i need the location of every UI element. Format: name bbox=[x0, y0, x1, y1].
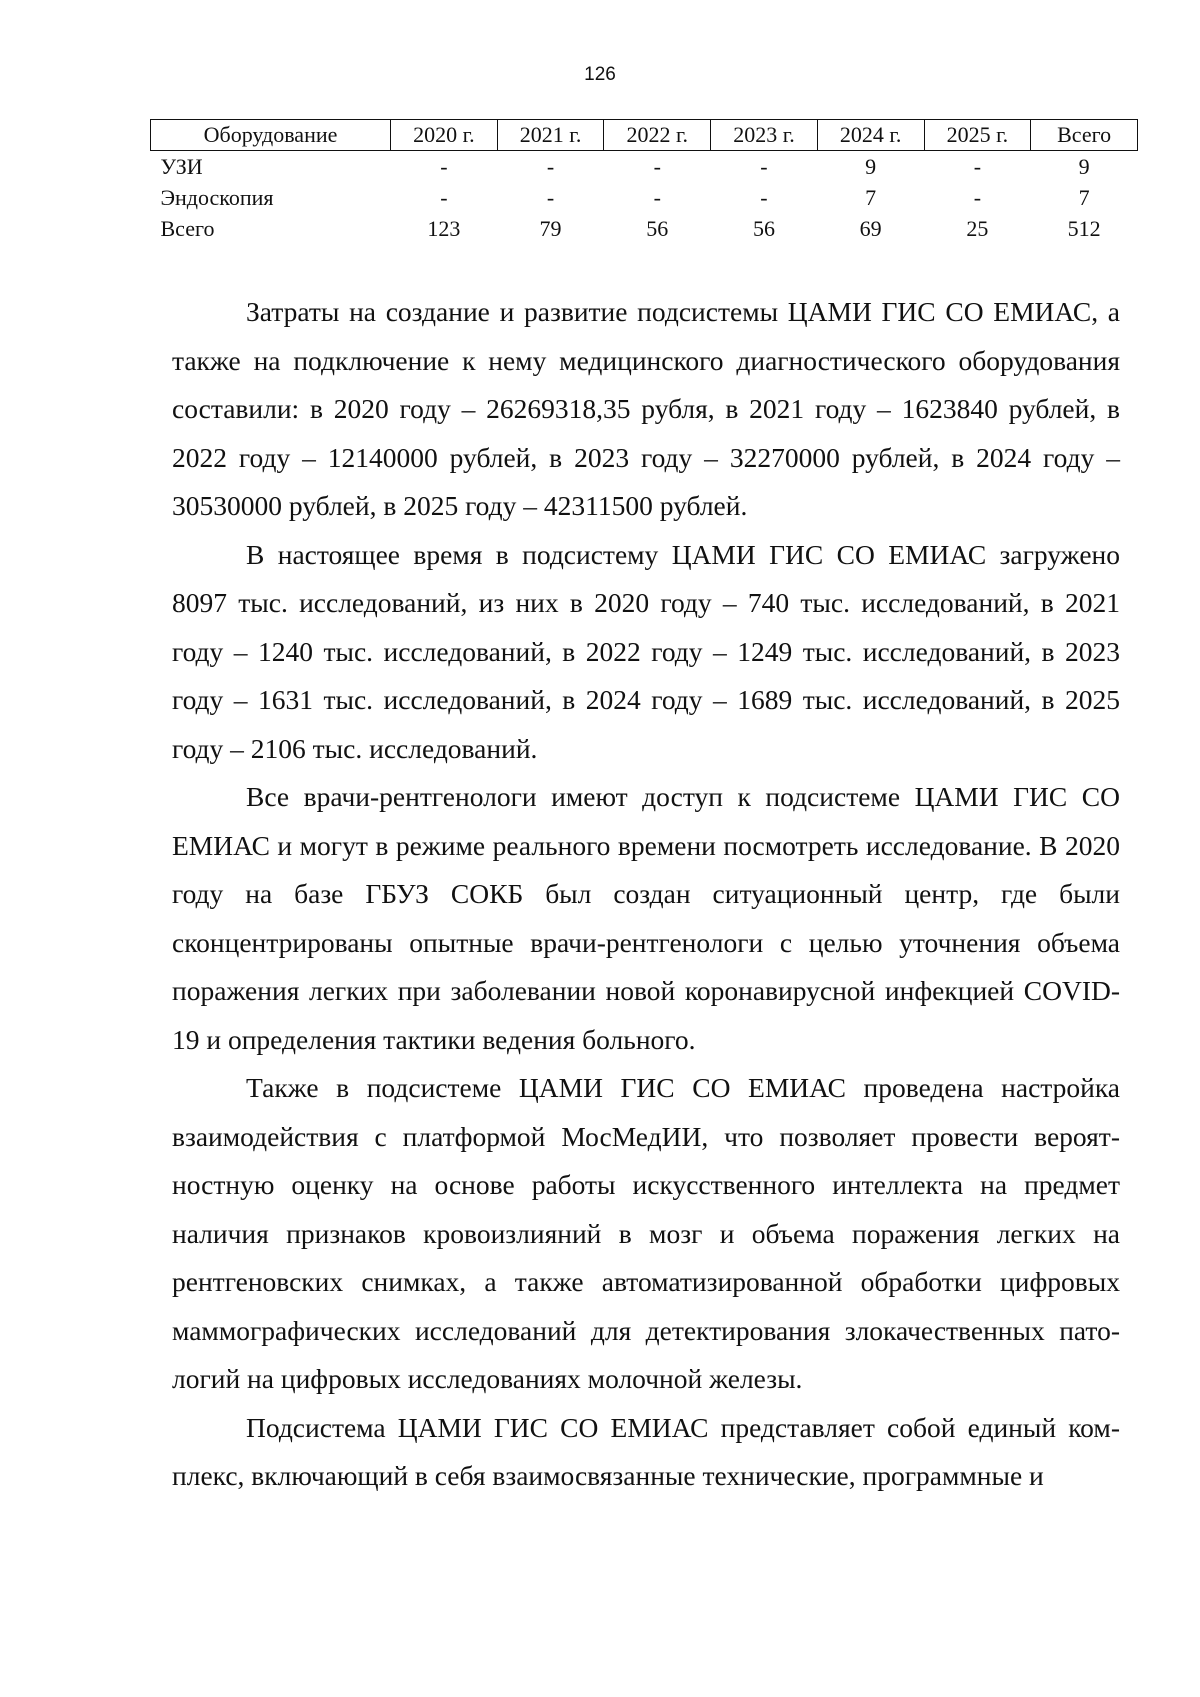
table-cell: 9 bbox=[865, 153, 877, 179]
table-cell: - bbox=[760, 153, 768, 179]
table-cell: - bbox=[546, 153, 555, 179]
table-row-total bbox=[151, 213, 1138, 244]
table-cell: 123 bbox=[427, 215, 461, 241]
table-cell: 512 bbox=[1067, 215, 1101, 241]
table-cell: 7 bbox=[1078, 184, 1090, 210]
page-number: 126 bbox=[584, 64, 616, 85]
table-row bbox=[151, 182, 1138, 213]
table-cell: Всего bbox=[160, 215, 215, 241]
table-cell: - bbox=[653, 184, 661, 210]
column-header-2025: 2025 г. bbox=[924, 120, 1031, 151]
table-cell: - bbox=[440, 184, 448, 210]
table-header-row bbox=[151, 120, 1138, 151]
table-cell: - bbox=[546, 184, 555, 210]
paragraph-ai-platform: Также в подсистеме ЦАМИ ГИС СО ЕМИАС проведена настройка взаимодействия с платформой МосМедИИ, что позволяет провести вероятностную оценку на основе работы искусственного интеллекта на предмет наличия признаков кровоизлияний в мозг и объема поражения легких на рентгеновских снимках, а также автоматизированной обработки цифровых маммографических исследований для детектирования злокачественных патологий на цифровых исследованиях молочной железы. bbox=[172, 1072, 1120, 1394]
paragraph-radiologists-access: Все врачи-рентгенологи имеют доступ к подсистеме ЦАМИ ГИС СО ЕМИАС и могут в режиме реального времени посмотреть исследование. В 2020 году на базе ГБУЗ СОКБ был создан ситуационный центр, где были сконцентрированы опытные врачи-рентгенологи с целью уточнения объема поражения легких при заболевании новой коронавирусной инфекцией COVID-19 и определения тактики ведения больного. bbox=[172, 781, 1120, 1055]
table-cell: 7 bbox=[865, 184, 877, 210]
column-header-2023: 2023 г. bbox=[711, 120, 818, 151]
equipment-table bbox=[150, 119, 1138, 244]
table-cell: 25 bbox=[966, 215, 989, 241]
paragraph-studies-loaded: В настоящее время в подсистему ЦАМИ ГИС СО ЕМИАС загружено 8097 тыс. исследований, из них в 2020 году – 740 тыс. исследований, в 2021 году – 1240 тыс. исследований, в 2022 году – 1249 тыс. исследований, в 2023 году – 1631 тыс. исследований, в 2024 году – 1689 тыс. исследований, в 2025 году – 2106 тыс. исследований. bbox=[172, 538, 1120, 764]
column-header-2024: 2024 г. bbox=[817, 120, 924, 151]
table-cell: - bbox=[973, 153, 982, 179]
table-cell: 79 bbox=[539, 215, 562, 241]
paragraph-costs: Затраты на создание и развитие подсистемы ЦАМИ ГИС СО ЕМИАС, а также на подключение к нему медицинского диагностического оборудования составили: в 2020 году – 26269318,35 рубля, в 2021 году – 1623840 рублей, в 2022 году – 12140000 рублей, в 2023 году – 32270000 рублей, в 2024 году – 30530000 рублей, в 2025 году – 42311500 рублей. bbox=[172, 296, 1120, 521]
column-header-2022: 2022 г. bbox=[604, 120, 711, 151]
column-header-2021: 2021 г. bbox=[497, 120, 604, 151]
table-cell: 56 bbox=[646, 215, 669, 241]
table-cell: - bbox=[440, 153, 448, 179]
table-row bbox=[151, 151, 1138, 183]
paragraph-subsystem-description: Подсистема ЦАМИ ГИС СО ЕМИАС представляет собой единый комплекс, включающий в себя взаимосвязанные технические, программные и bbox=[172, 1411, 1120, 1491]
table-cell: - bbox=[653, 153, 661, 179]
column-header-total: Всего bbox=[1031, 120, 1138, 151]
table-cell: - bbox=[760, 184, 768, 210]
column-header-equipment: Оборудование bbox=[151, 120, 391, 151]
table-cell: 9 bbox=[1078, 153, 1090, 179]
table-cell: 69 bbox=[859, 215, 882, 241]
table-cell: Эндоскопия bbox=[160, 184, 274, 210]
table-cell: 56 bbox=[752, 215, 775, 241]
body-text bbox=[172, 288, 1120, 1501]
column-header-2020: 2020 г. bbox=[391, 120, 498, 151]
table-cell: УЗИ bbox=[160, 153, 203, 179]
table-cell: - bbox=[973, 184, 982, 210]
